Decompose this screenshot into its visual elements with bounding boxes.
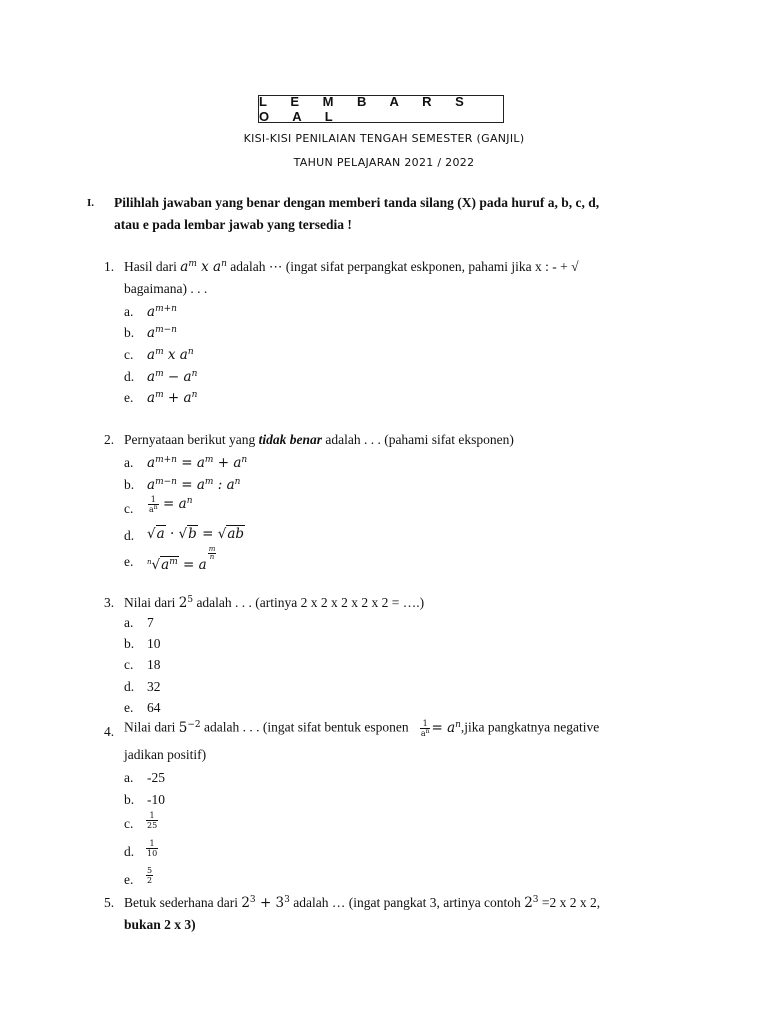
q1-option-d-letter: d. [124, 369, 135, 384]
q4-option-e-letter: e. [124, 872, 134, 887]
q3-option-d: 32 [147, 679, 161, 694]
q3-option-b-letter: b. [124, 636, 135, 651]
q1-option-b-letter: b. [124, 325, 135, 340]
q1-option-a-letter: a. [124, 304, 134, 319]
page-title: L E M B A R S O A L [258, 95, 504, 123]
q3-option-d-letter: d. [124, 679, 135, 694]
q4-option-d: $\frac{1}{10}$ [147, 839, 158, 858]
q2-option-e-letter: e. [124, 554, 134, 569]
q3-option-e: 64 [147, 700, 161, 715]
q3-number: 3. [104, 595, 115, 610]
q2-option-b: $a^{m-n} = a^m$ : $a^n$ [147, 477, 241, 493]
q2-option-c-letter: c. [124, 501, 134, 516]
q2-text: Pernyataan berikut yang tidak benar adalah . . . (pahami sifat eksponen) [124, 432, 514, 447]
q5-text: Betuk sederhana dari $2^3 + 3^3$ adalah … (ingat pangkat 3, artinya contoh $2^3 =2$ x 2 x 2, [124, 895, 601, 911]
q4-number: 4. [104, 724, 115, 739]
subtitle-year: TAHUN PELAJARAN 2021 / 2022 [293, 156, 475, 169]
q1-number: 1. [104, 259, 115, 274]
q4-text: Nilai dari $5^{-2}$ adalah . . . (ingat sifat bentuk esponen $\frac{1}{a^n}$ = $a^n,jika$ pangkatnya negative [124, 719, 600, 738]
q2-number: 2. [104, 432, 115, 447]
q1-text: Hasil dari $a^m$ x $a^n$ adalah ⋯ (ingat sifat perpangkat eskponen, pahami jika x : - + √ [124, 259, 579, 275]
q1-option-c-letter: c. [124, 347, 134, 362]
q5-text-cont: bukan 2 x 3) [124, 917, 196, 932]
q4-option-b-letter: b. [124, 792, 135, 807]
q4-option-a: -25 [147, 770, 165, 785]
q2-option-b-letter: b. [124, 477, 135, 492]
q3-option-a: 7 [147, 615, 154, 630]
instruction-line1: Pilihlah jawaban yang benar dengan memberi tanda silang (X) pada huruf a, b, c, d, [114, 195, 600, 210]
q4-option-a-letter: a. [124, 770, 134, 785]
q3-option-a-letter: a. [124, 615, 134, 630]
q4-option-d-letter: d. [124, 844, 135, 859]
q1-option-a: $a^{m+n}$ [147, 304, 177, 320]
q4-text-cont: jadikan positif) [124, 747, 207, 762]
q1-option-e: $a^m + a^n$ [147, 390, 198, 406]
q2-option-e: $^n√a^m = a$ $\frac{m}{n}$ [147, 545, 216, 573]
section-number: I. [87, 197, 95, 209]
q3-text: Nilai dari $2^5$ adalah . . . (artinya 2 x 2 x 2 x 2 x 2 = ….) [124, 595, 425, 611]
q5-number: 5. [104, 895, 115, 910]
q1-option-b: $a^{m-n}$ [147, 325, 177, 341]
q4-option-b: -10 [147, 792, 165, 807]
q3-option-c: 18 [147, 657, 161, 672]
q1-option-e-letter: e. [124, 390, 134, 405]
q1-text-cont: bagaimana) . . . [124, 281, 208, 296]
q1-option-c: $a^m$ x $a^n$ [147, 347, 194, 363]
q3-option-b: 10 [147, 636, 161, 651]
q3-option-c-letter: c. [124, 657, 134, 672]
q4-option-c: $\frac{1}{25}$ [147, 811, 158, 830]
q2-option-d-letter: d. [124, 528, 135, 543]
q3-option-e-letter: e. [124, 700, 134, 715]
q4-option-c-letter: c. [124, 816, 134, 831]
q2-option-a: $a^{m+n} = a^m + a^n$ [147, 455, 248, 471]
q1-option-d: $a^m - a^n$ [147, 369, 198, 385]
q4-option-e: $\frac{5}{2}$ [147, 866, 153, 885]
subtitle-exam: KISI-KISI PENILAIAN TENGAH SEMESTER (GANJIL) [243, 132, 525, 145]
q2-option-c: $\frac{1}{a^n}$ = $a^n$ [149, 495, 193, 514]
instruction-line2: atau e pada lembar jawab yang tersedia ! [114, 217, 352, 232]
q2-option-d: √a · √b = √ab [147, 526, 245, 542]
q2-option-a-letter: a. [124, 455, 134, 470]
